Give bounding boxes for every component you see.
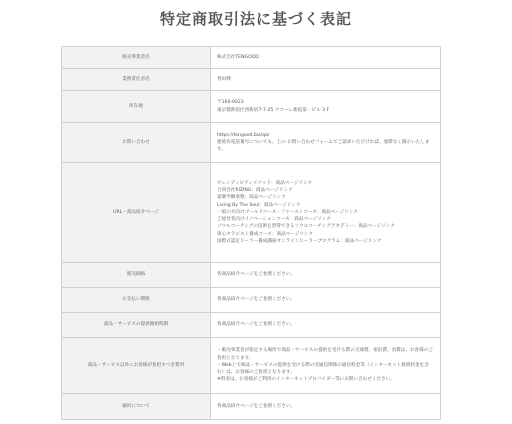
table-row (62, 394, 441, 420)
row-label-manager: 業務責任者名 (62, 69, 211, 91)
row-value-seller (211, 47, 441, 69)
table-row (62, 123, 441, 163)
address-line: 東京都新宿区西新宿7-7-25 ワコーレ新宿第一ビル 3 F (217, 107, 330, 113)
service-start-note: 各商品紹介ページをご参照ください。 (217, 322, 296, 328)
product-link[interactable]: 合同会社RIZING：商品ページリンク (217, 188, 293, 194)
row-label-seller: 販売事業者名 (62, 47, 211, 69)
table-row (62, 69, 441, 91)
row-value-price (211, 263, 441, 288)
price-note: 各商品紹介ページをご参照ください。 (217, 272, 296, 278)
product-link[interactable]: 扉心セラピスト養成コース：商品ページリンク (217, 231, 314, 237)
extra-cost-note: ・販売事業者が指定する場所で商品・サービスの提供を受ける際の交通費、宿泊費、食費は、お客様のご負担となります。 (217, 348, 433, 361)
row-value-service-start (211, 313, 441, 338)
contact-url-link[interactable]: https://tengood.biz/qa/ (217, 132, 270, 138)
row-value-payment-deadline (211, 288, 441, 313)
extra-cost-note: ・Web上で商品・サービスの提供を受ける際の受通信関係の通信料金等（インターネット接続料金を含む）は、お客様のご負担となります。 (217, 362, 429, 376)
product-link[interactable]: ご経営者向けイノベーションコース：商品ページリンク (217, 217, 331, 223)
payment-deadline-note: 各商品紹介ページをご参照ください。 (217, 297, 296, 303)
table-row (62, 313, 441, 338)
manager-name: 秀田輝 (217, 76, 231, 82)
product-link[interactable]: セレンディピティメソッド：商品ページリンク (217, 181, 313, 187)
table-row (62, 263, 441, 288)
row-value-cancellation (211, 394, 441, 420)
product-link[interactable]: 霊衛学継承塾：商品ページリンク (217, 195, 286, 201)
row-label-service-start: 商品・サービスの提供開始時期 (62, 313, 211, 338)
row-label-address: 所在地 (62, 91, 211, 123)
row-label-price: 販売価格 (62, 263, 211, 288)
postal-code: 〒160-0023 (217, 100, 244, 106)
product-link[interactable]: 一般の方向けゴールドコース・ファーストコース：商品ページリンク (217, 209, 358, 215)
row-value-address (211, 91, 441, 123)
table-row (62, 91, 441, 123)
row-label-extra-costs: 商品・サービス以外にお客様が負担すべき費用 (62, 338, 211, 394)
table-row (62, 47, 441, 69)
cancellation-note: 各商品紹介ページをご参照ください。 (217, 403, 296, 409)
row-label-contact: お問い合わせ (62, 123, 211, 163)
row-label-payment-deadline: お支払い期限 (62, 288, 211, 313)
seller-name: 株式会社TENGOOD (217, 54, 259, 60)
page-title: 特定商取引法に基づく表記 (159, 10, 352, 28)
legal-info-table (61, 46, 441, 420)
table-row (62, 163, 441, 263)
row-value-manager (211, 69, 441, 91)
product-link[interactable]: Living By The Soul：商品ページリンク (217, 202, 301, 208)
table-row (62, 288, 441, 313)
row-value-url (211, 163, 441, 263)
row-value-contact (211, 123, 441, 163)
row-label-cancellation: 解約について (62, 394, 211, 420)
table-row (62, 338, 441, 394)
row-label-url: URL・商品紹介ページ (62, 163, 211, 263)
product-link[interactable]: 国際式認定ヒーラー養成講座オンラインヒーラープログラム：商品ページリンク (217, 238, 382, 244)
product-link[interactable]: ソウルコーチングの技術を習得できるソウルコーチングアカデミー：商品ページリンク (217, 224, 395, 230)
contact-note: 連絡先電話番号についても、上の お問い合わせフォームでご請求いただければ、遅滞なく開示いたします。 (217, 139, 430, 153)
row-value-extra-costs (211, 338, 441, 394)
extra-cost-note: ※料金は、お客様がご利用のインターネットプロバイダー等にお問い合わせください。 (217, 377, 395, 383)
